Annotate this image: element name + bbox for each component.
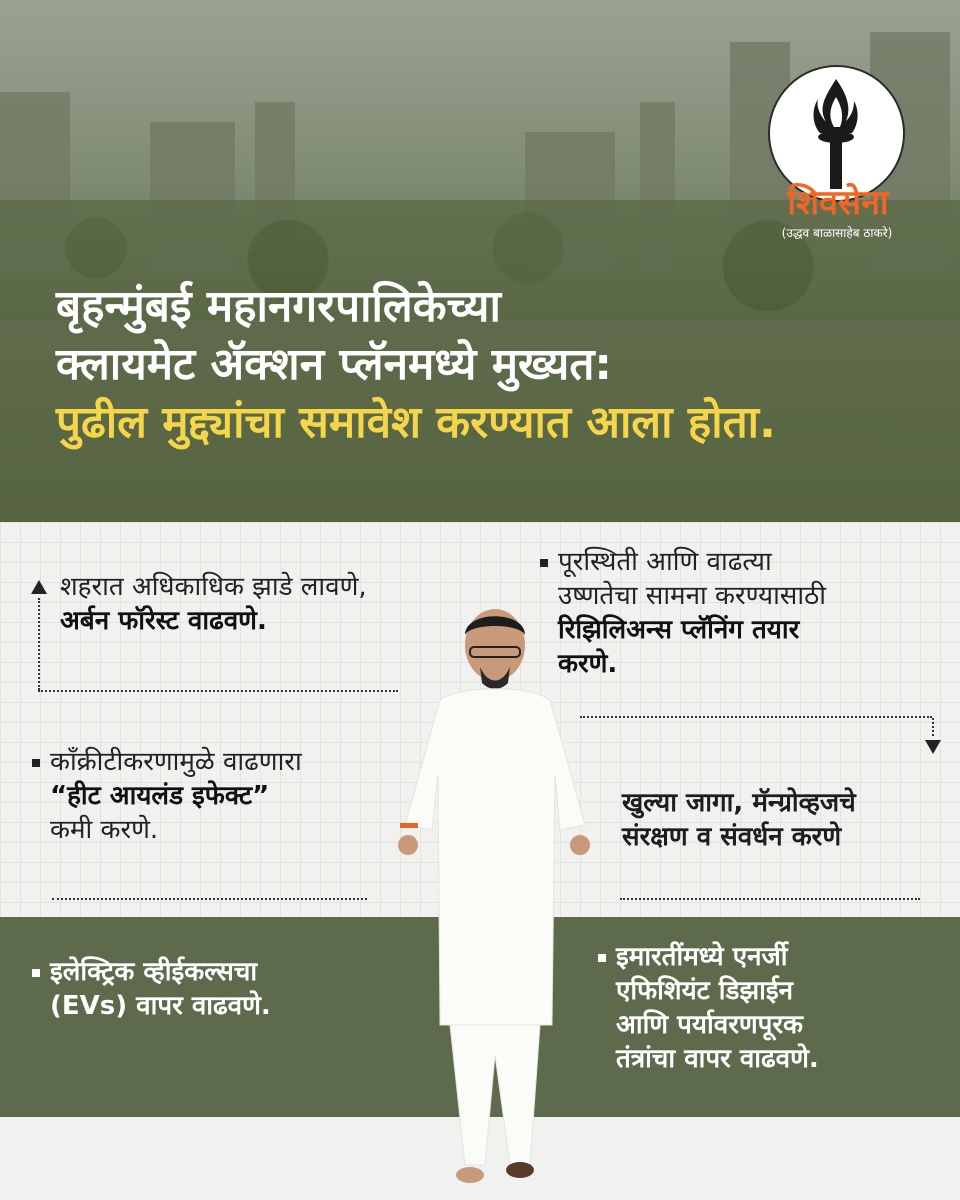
point-text: खुल्या जागा, मॅन्ग्रोव्हजचे	[622, 788, 856, 818]
brand-subtitle: (उद्धव बाळासाहेब ठाकरे)	[781, 226, 893, 240]
point-text-bold: अर्बन फॉरेस्ट वाढवणे.	[60, 606, 267, 636]
divider	[620, 898, 920, 900]
headline-line-1: बृहन्मुंबई महानगरपालिकेच्या	[56, 281, 501, 332]
brand-name: शिवसेना	[787, 183, 889, 223]
point-text-bold: रिझिलिअन्स प्लॅनिंग तयार	[558, 615, 800, 645]
connector-line	[38, 598, 40, 690]
point-energy-efficient-buildings	[598, 940, 819, 1076]
hero-banner	[0, 0, 960, 522]
point-text: काँक्रीटीकरणामुळे वाढणारा	[50, 747, 302, 777]
bullet-icon	[32, 969, 40, 977]
point-open-spaces	[622, 786, 856, 854]
point-text: तंत्रांचा वापर वाढवणे.	[616, 1044, 819, 1074]
point-heat-island	[32, 745, 302, 847]
point-text: आणि पर्यावरणपूरक	[616, 1010, 803, 1040]
point-urban-forest	[60, 570, 367, 638]
point-text-bold: करणे.	[558, 649, 618, 679]
arrow-up-icon	[31, 580, 47, 596]
point-text-bold: “हीट आयलंड इफेक्ट”	[50, 781, 270, 811]
person-photo	[380, 605, 610, 1200]
headline-line-3: पुढील मुद्द्यांचा समावेश करण्यात आला होता.	[56, 397, 776, 448]
connector-line	[932, 718, 934, 736]
point-text: पूरस्थिती आणि वाढत्या	[558, 547, 772, 577]
bullet-icon	[540, 559, 548, 567]
headline-line-2: क्लायमेट ॲक्शन प्लॅनमध्ये मुख्यत:	[56, 339, 612, 390]
divider	[52, 898, 367, 900]
point-text: इमारतींमध्ये एनर्जी	[616, 942, 788, 972]
point-electric-vehicles	[32, 955, 271, 1023]
point-text: एफिशियंट डिझाईन	[616, 976, 794, 1006]
headline	[56, 278, 936, 452]
point-text: कमी करणे.	[50, 815, 159, 845]
point-text: संरक्षण व संवर्धन करणे	[622, 822, 842, 852]
arrow-down-icon	[925, 738, 941, 754]
point-text: (EVs) वापर वाढवणे.	[50, 991, 271, 1021]
connector-line	[580, 716, 932, 718]
point-text: शहरात अधिकाधिक झाडे लावणे,	[60, 572, 367, 602]
bullet-icon	[32, 759, 40, 767]
point-text: इलेक्ट्रिक व्हीईकल्सचा	[50, 957, 258, 987]
connector-line	[38, 690, 398, 692]
point-text: उष्णतेचा सामना करण्यासाठी	[558, 581, 826, 611]
